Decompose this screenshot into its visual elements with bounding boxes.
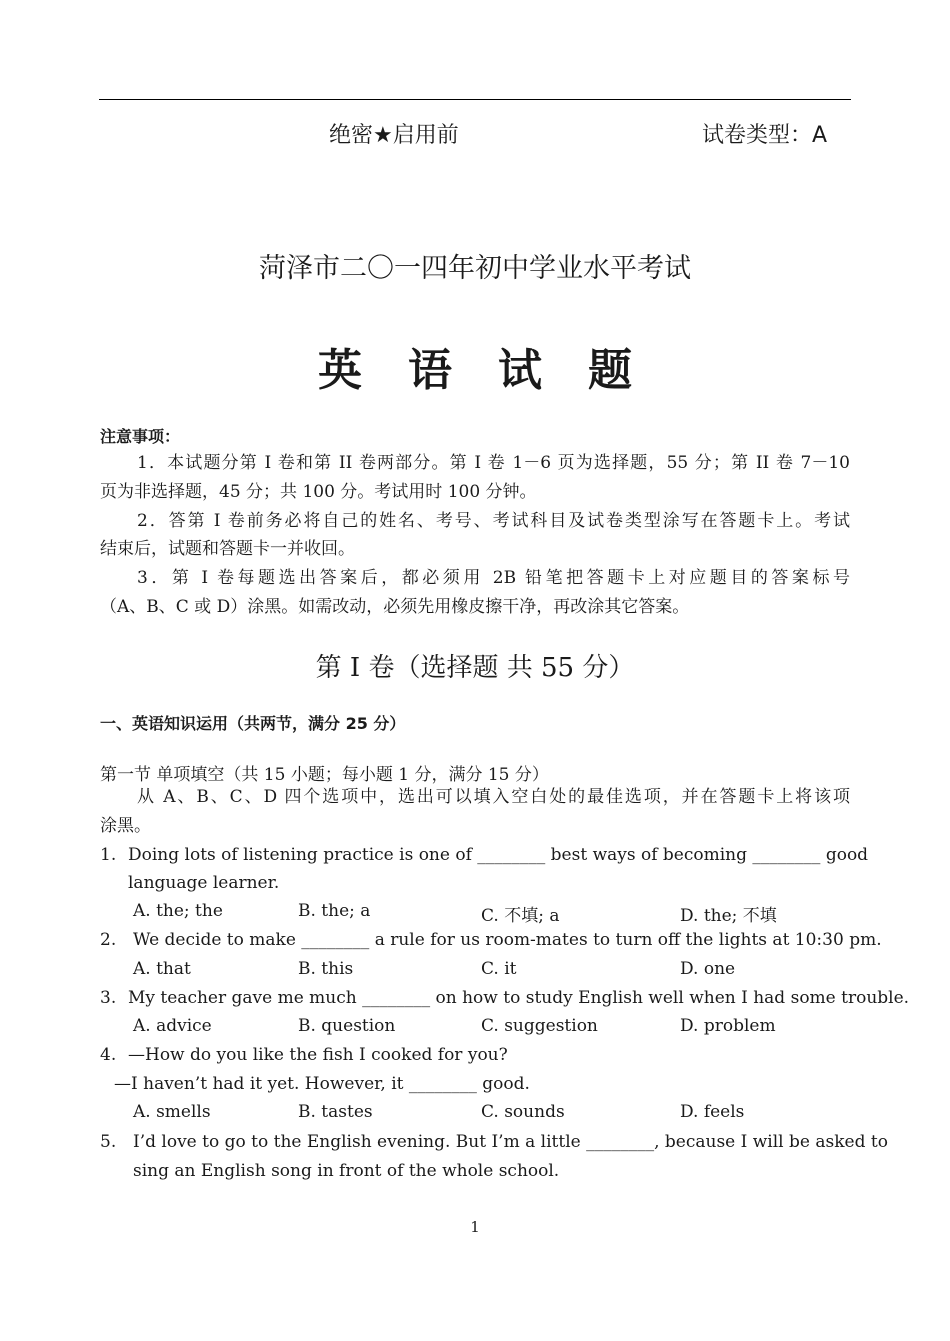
part-title: 一、英语知识运用（共两节，满分 25 分） — [100, 714, 406, 733]
exam-title: 英语试题 — [318, 345, 678, 396]
confidential-label: 绝密★启用前 — [329, 123, 459, 148]
option-d: D. the; 不填 — [680, 906, 777, 926]
notes-item-2-line-2: 结束后，试题和答题卡一并收回。 — [100, 539, 355, 559]
option-b: B. question — [298, 1016, 396, 1036]
question-text-line-1: Doing lots of listening practice is one of ________ best ways of becoming ________ good — [128, 845, 869, 865]
header-rule — [99, 99, 851, 100]
option-b: B. tastes — [298, 1102, 373, 1122]
option-a: A. smells — [133, 1102, 211, 1122]
question-text-line-1: I’d love to go to the English evening. But I’m a little ________, because I will be asked to — [133, 1132, 888, 1152]
option-d: D. one — [680, 959, 736, 979]
option-d: D. feels — [680, 1102, 745, 1122]
page-number: 1 — [470, 1218, 480, 1236]
option-c: C. sounds — [481, 1102, 565, 1122]
question-text-line-1: My teacher gave me much ________ on how to study English well when I had some trouble. — [128, 988, 910, 1008]
section1-instruction-line-2: 涂黑。 — [100, 816, 151, 836]
exam-subtitle: 菏泽市二〇一四年初中学业水平考试 — [259, 253, 691, 284]
question-number: 3. — [100, 988, 117, 1008]
question-number: 5. — [100, 1132, 117, 1152]
option-d: D. problem — [680, 1016, 776, 1036]
question-number: 2. — [100, 930, 117, 950]
question-number: 4. — [100, 1045, 117, 1065]
question-text-line-2: —I haven’t had it yet. However, it ________ good. — [114, 1074, 530, 1094]
question-number: 1. — [100, 845, 117, 865]
notes-item-3-line-2: （A、B、C 或 D）涂黑。如需改动，必须先用橡皮擦干净，再改涂其它答案。 — [100, 597, 690, 617]
notes-item-1-line-2: 页为非选择题，45 分；共 100 分。考试用时 100 分钟。 — [100, 482, 537, 502]
notes-label: 注意事项： — [100, 427, 181, 446]
section1-title: 第一节 单项填空（共 15 小题；每小题 1 分，满分 15 分） — [100, 765, 549, 785]
option-c: C. it — [481, 959, 517, 979]
option-a: A. that — [133, 959, 191, 979]
section-title: 第 I 卷（选择题 共 55 分） — [315, 653, 635, 683]
notes-item-3-line-1: 3．第 I 卷每题选出答案后，都必须用 2B 铅笔把答题卡上对应题目的答案标号 — [137, 568, 850, 588]
question-text-line-1: We decide to make ________ a rule for us room-mates to turn off the lights at 10:30 pm. — [133, 930, 882, 950]
notes-item-2-line-1: 2．答第 I 卷前务必将自己的姓名、考号、考试科目及试卷类型涂写在答题卡上。考试 — [137, 511, 850, 531]
option-a: A. the; the — [133, 901, 223, 921]
option-b: B. the; a — [298, 901, 371, 921]
question-text-line-2: language learner. — [128, 873, 280, 893]
option-a: A. advice — [133, 1016, 212, 1036]
question-text-line-1: —How do you like the fish I cooked for you? — [128, 1045, 508, 1065]
notes-item-1-line-1: 1．本试题分第 I 卷和第 II 卷两部分。第 I 卷 1－6 页为选择题，55 分；第 II 卷 7－10 — [137, 453, 850, 473]
option-c: C. 不填; a — [481, 906, 560, 926]
section1-instruction-line-1: 从 A、B、C、D 四个选项中，选出可以填入空白处的最佳选项，并在答题卡上将该项 — [137, 787, 850, 807]
question-text-line-2: sing an English song in front of the whole school. — [133, 1161, 560, 1181]
paper-type-label: 试卷类型：A — [702, 123, 828, 148]
option-b: B. this — [298, 959, 354, 979]
option-c: C. suggestion — [481, 1016, 598, 1036]
